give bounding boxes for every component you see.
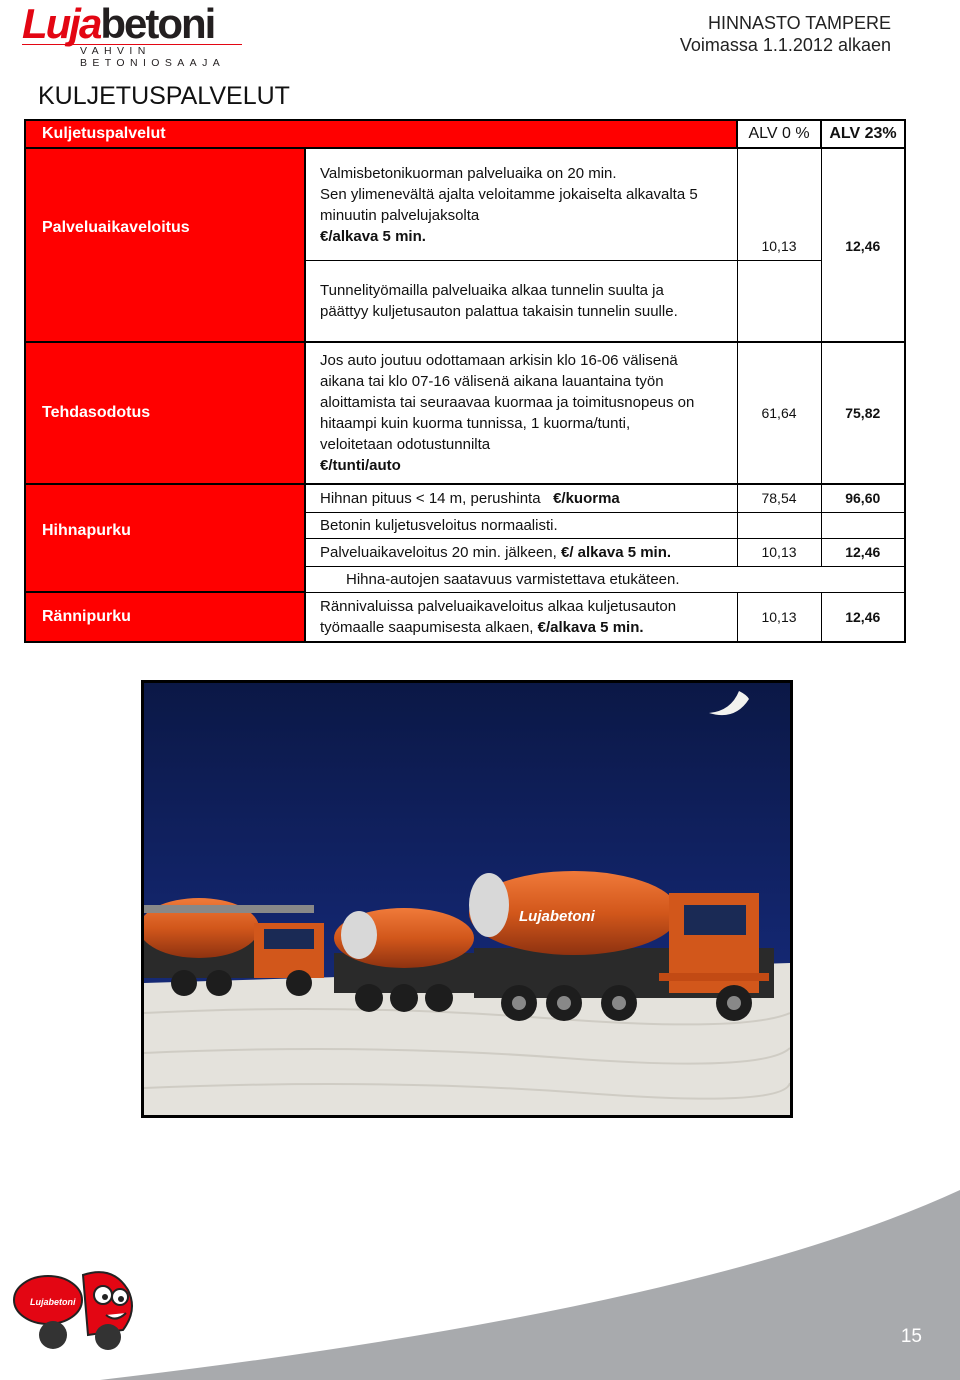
category-hihnapurku [25, 484, 305, 592]
price-alv0: 10,13 [737, 538, 821, 566]
category-label: Hihnapurku [42, 522, 131, 539]
logo-text-red: Luja [22, 0, 101, 47]
table-header-row [25, 120, 905, 148]
lujabetoni-logo [22, 0, 247, 69]
document-title: HINNASTO TAMPERE [707, 13, 891, 33]
price-alv23: 12,46 [821, 592, 905, 642]
mixer-truck-mascot-icon [8, 1255, 153, 1355]
desc-line: veloitetaan odotustunnilta [320, 436, 491, 453]
category-label: Palveluaikaveloitus [42, 219, 190, 236]
row-description [305, 342, 737, 484]
row-description [305, 538, 737, 566]
row-description: Betonin kuljetusveloitus normaalisti. [305, 512, 737, 538]
photo-illustration [144, 683, 790, 1115]
desc-unit: €/ alkava 5 min. [560, 543, 672, 561]
desc-line: Sen ylimenevältä ajalta veloitamme jokaiselta alkavalta 5 [320, 186, 698, 203]
truck-brand-text: Lujabetoni [519, 908, 595, 925]
price-alv23: 75,82 [821, 342, 905, 484]
desc-unit: €/alkava 5 min. [537, 618, 644, 636]
table-row [25, 342, 905, 484]
row-note [305, 260, 737, 342]
desc-unit: €/alkava 5 min. [320, 228, 426, 245]
mascot-brand-text: Lujabetoni [30, 1297, 76, 1307]
desc-line: aikana tai klo 07-16 välisenä aikana lauantaina työn [320, 373, 664, 390]
price-alv0: 78,54 [737, 484, 821, 512]
empty-cell [821, 260, 905, 342]
empty-cell [821, 512, 905, 538]
row-description [305, 484, 737, 512]
desc-line: Palveluaikaveloitus 20 min. jälkeen, [320, 543, 557, 561]
desc-line: Hihnan pituus < 14 m, perushinta [320, 489, 541, 507]
validity-date: Voimassa 1.1.2012 alkaen [679, 35, 891, 55]
price-alv23: 12,46 [821, 148, 905, 260]
table-row [25, 484, 905, 512]
row-description [305, 148, 737, 260]
row-note: Hihna-autojen saatavuus varmistettava etukäteen. [305, 566, 905, 592]
price-alv23: 12,46 [821, 538, 905, 566]
category-rannipurku: Rännipurku [25, 592, 305, 642]
price-alv0: 10,13 [737, 592, 821, 642]
logo-tagline: VAHVIN BETONIOSAAJA [22, 44, 242, 69]
empty-cell [737, 260, 821, 342]
section-title: KULJETUSPALVELUT [38, 82, 290, 110]
page-number: 15 [900, 1326, 922, 1347]
photo-mixer-trucks [141, 680, 793, 1118]
desc-line: Valmisbetonikuorman palveluaika on 20 min. [320, 165, 617, 182]
alv23-header: ALV 23% [821, 120, 905, 148]
alv0-header: ALV 0 % [737, 120, 821, 148]
desc-line: Jos auto joutuu odottamaan arkisin klo 16-06 välisenä [320, 352, 678, 369]
desc-line: minuutin palvelujaksolta [320, 207, 480, 224]
desc-unit: €/kuorma [553, 489, 620, 507]
desc-line: työmaalle saapumisesta alkaen, [320, 618, 534, 636]
price-table [24, 119, 906, 643]
desc-unit: €/tunti/auto [320, 457, 401, 474]
desc-line: hitaampi kuin kuorma tunnissa, 1 kuorma/tunti, [320, 415, 631, 432]
category-palveluaikaveloitus [25, 148, 305, 342]
price-alv0: 10,13 [737, 148, 821, 260]
document-header [680, 12, 891, 56]
logo-text-dark: betoni [100, 0, 215, 47]
row-description [305, 592, 737, 642]
price-alv23: 96,60 [821, 484, 905, 512]
note-line: Tunnelityömailla palveluaika alkaa tunnelin suulta ja [320, 281, 664, 299]
empty-cell [737, 512, 821, 538]
logo-wordmark [22, 0, 247, 47]
desc-line: Rännivaluissa palveluaikaveloitus alkaa kuljetusauton [320, 597, 677, 615]
table-row [25, 148, 905, 260]
table-row [25, 592, 905, 642]
category-tehdasodotus: Tehdasodotus [25, 342, 305, 484]
desc-line: aloittamista tai seuraavaa kuormaa ja toimitusnopeus on [320, 394, 695, 411]
note-line: päättyy kuljetusauton palattua takaisin tunnelin suulle. [320, 302, 678, 320]
price-alv0: 61,64 [737, 342, 821, 484]
truck-right [469, 871, 774, 1021]
table-head-label: Kuljetuspalvelut [25, 120, 737, 148]
